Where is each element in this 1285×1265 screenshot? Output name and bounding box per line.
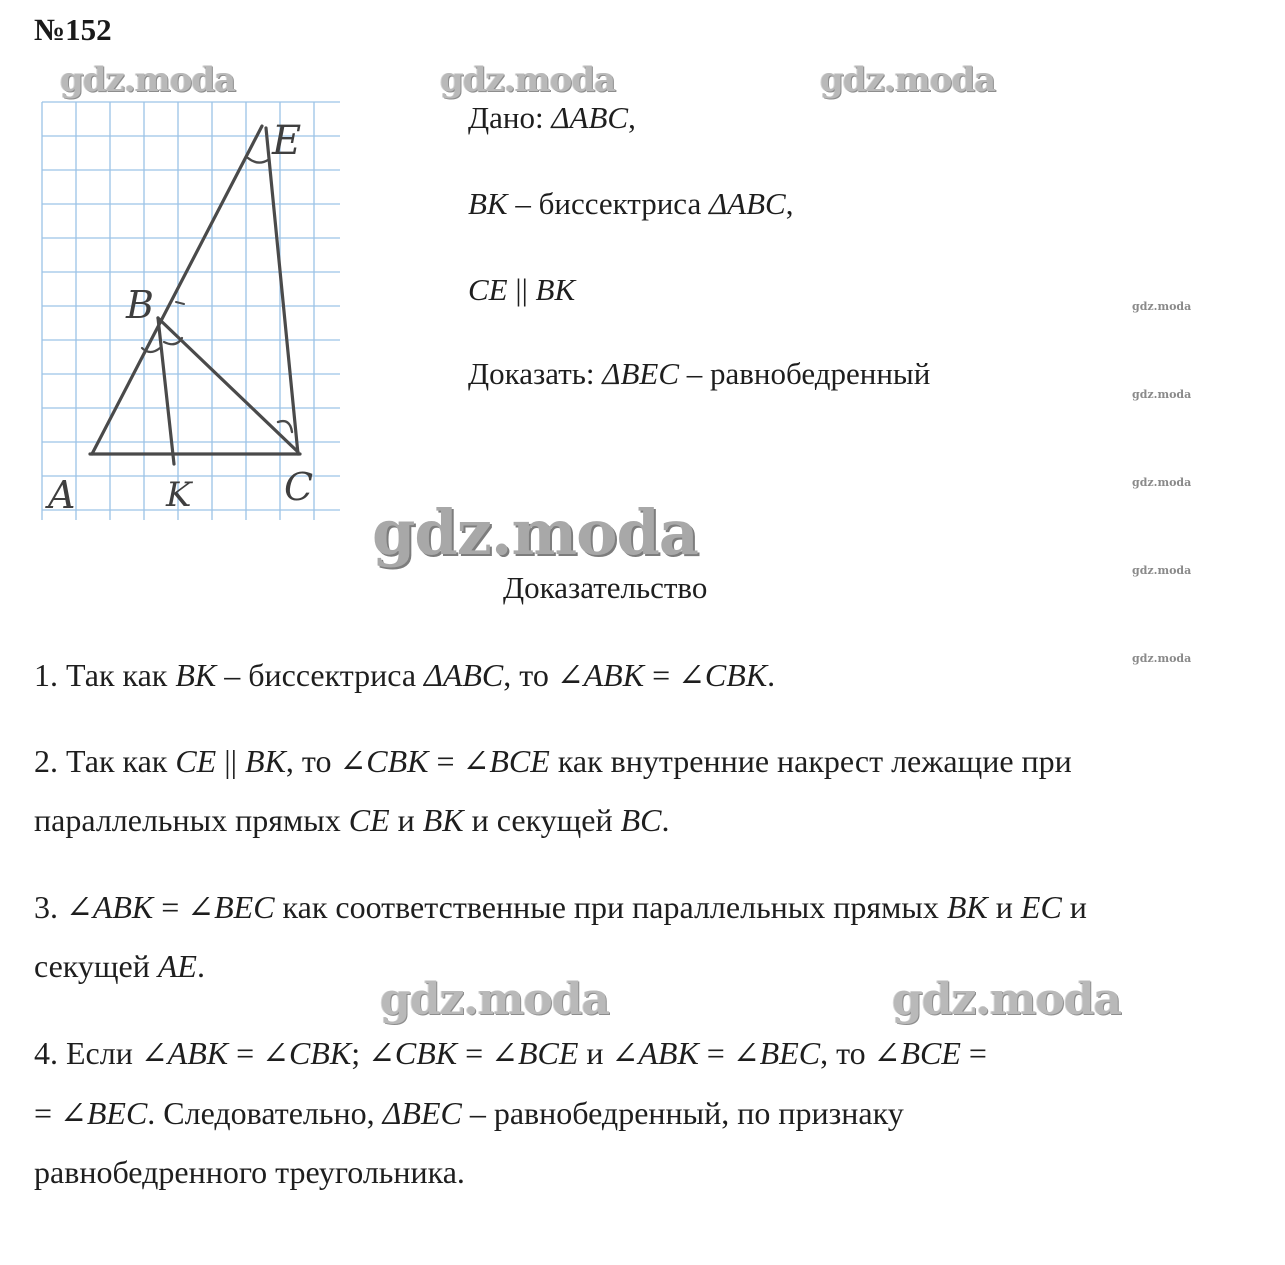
label-B: B [126,283,154,327]
proof-title: Доказательство [503,570,708,605]
problem-number: №152 [34,12,112,47]
watermark: gdz.moda [60,60,236,100]
label-K: K [166,475,192,515]
watermark: gdz.moda [1132,300,1192,313]
step-2-line-2: параллельных прямых CE и BK и секущей BC. [34,802,670,838]
segment-BC [158,318,298,452]
segment-AE [92,126,262,454]
tick-AE [176,302,184,304]
step-4-line-3: равнобедренного треугольника. [34,1154,465,1190]
step-2-line-1: 2. Так как CE || BK, то ∠CBK = ∠BCE как внутренние накрест лежащие при [34,743,1072,779]
step-4-line-2: = ∠BEC. Следовательно, ΔBEC – равнобедренный, по признаку [34,1095,904,1131]
angle-arc-ABK [142,348,160,352]
grid-paper [42,102,340,520]
given-line-1: Дано: ΔABC, [468,100,636,135]
step-3-line-2: секущей AE. [34,948,205,984]
watermark: gdz.moda [820,60,996,100]
watermark: gdz.moda [380,974,610,1025]
watermark: gdz.moda [892,974,1122,1025]
prove-line: Доказать: ΔBEC – равнобедренный [468,356,931,391]
watermark: gdz.moda [372,496,698,569]
segment-EC [266,128,298,454]
watermark: gdz.moda [1132,476,1192,489]
label-C: C [284,465,314,509]
watermark: gdz.moda [440,60,616,100]
step-1: 1. Так как BK – биссектриса ΔABC, то ∠ABK = ∠CBK. [34,657,776,693]
watermark: gdz.moda [1132,652,1192,665]
label-A: A [48,473,76,517]
label-E: E [272,118,302,164]
given-line-2: BK – биссектриса ΔABC, [468,186,794,221]
watermark: gdz.moda [1132,564,1192,577]
step-4-line-1: 4. Если ∠ABK = ∠CBK; ∠CBK = ∠BCE и ∠ABK = ∠BEC, то ∠BCE = [34,1035,987,1071]
given-line-3: CE || BK [468,272,576,307]
watermark: gdz.moda [1132,388,1192,401]
angle-arc-E [248,158,268,163]
triangle-figure [36,96,346,526]
step-3-line-1: 3. ∠ABK = ∠BEC как соответственные при параллельных прямых BK и EC и [34,889,1087,925]
